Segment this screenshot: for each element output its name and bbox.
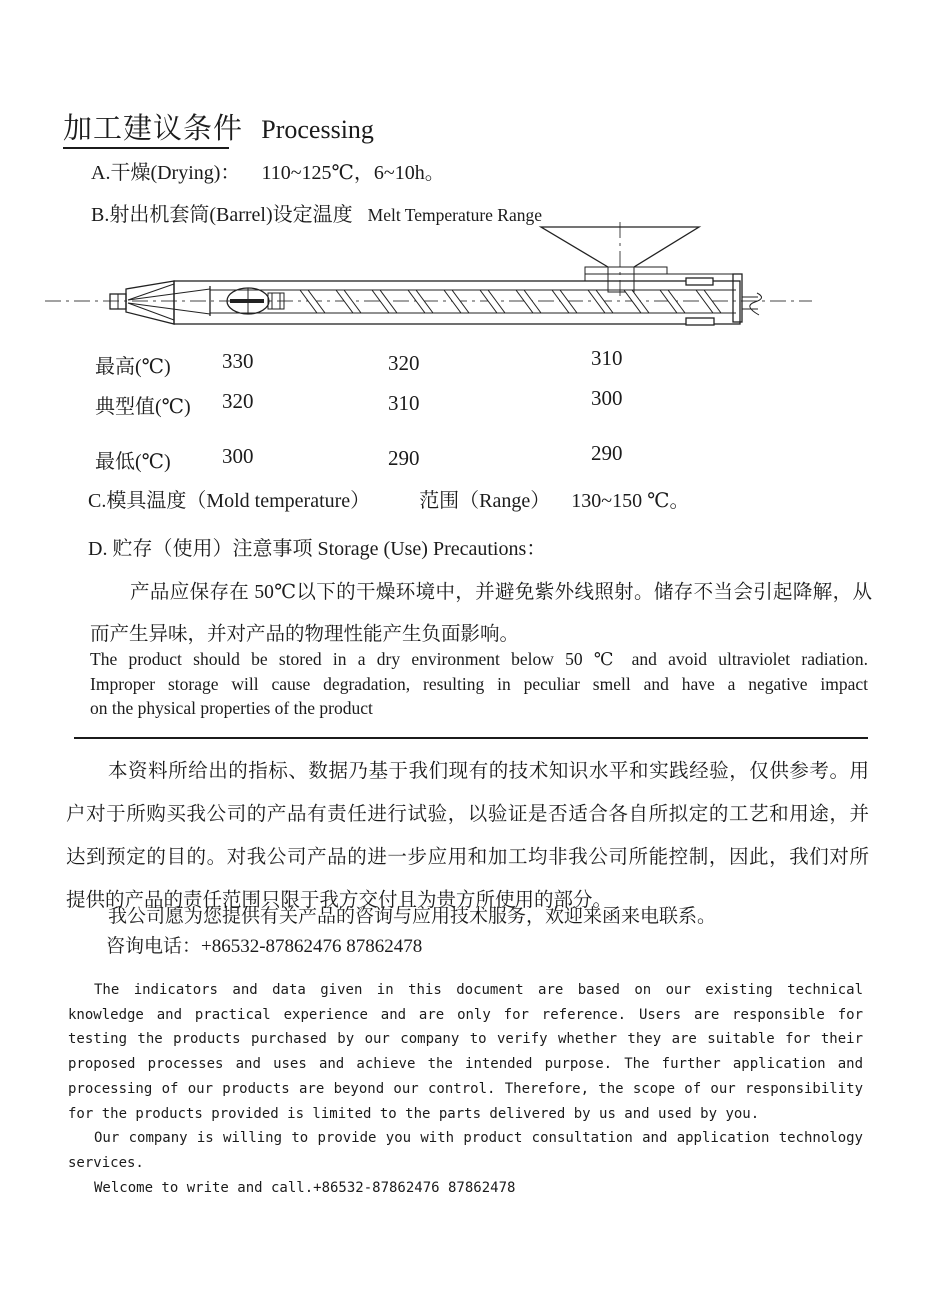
table-cell: 290 <box>388 446 420 470</box>
section-divider <box>74 737 868 739</box>
disclaimer-en-line: for the products provided is limited to the parts delivered by us and used by you. <box>68 1105 760 1122</box>
disclaimer-en-line: Welcome to write and call.+86532-87862476 87862478 <box>94 1179 516 1196</box>
storage-en-line: The product should be stored in a dry environment below 50 ℃ and avoid ultraviolet radiation. <box>90 649 868 669</box>
storage-en-line: on the physical properties of the product <box>90 698 373 718</box>
page-title-cn: 加工建议条件 <box>63 113 244 145</box>
storage-paragraph-en <box>90 647 868 721</box>
table-cell: 310 <box>591 346 623 370</box>
disclaimer-en-line: testing the products purchased by our company to verify whether they are suitable for their <box>68 1031 863 1048</box>
disclaimer-paragraph-cn <box>66 750 869 922</box>
section-b-label-cn: B.射出机套筒(Barrel)设定温度 <box>91 204 353 226</box>
section-a-value: 110~125℃，6~10h。 <box>261 162 445 184</box>
disclaimer-en-line: knowledge and practical experience and are only for reference. Users are responsible for <box>68 1006 863 1023</box>
storage-paragraph-cn <box>90 572 872 656</box>
table-cell: 330 <box>222 349 254 373</box>
section-d-label: D. 贮存（使用）注意事项 Storage (Use) Precautions： <box>88 538 547 560</box>
disclaimer-paragraph-en <box>68 978 863 1200</box>
section-c-range-label: 范围（Range） <box>419 490 551 512</box>
section-c-label: C.模具温度（Mold temperature） <box>88 490 371 512</box>
disclaimer-cn-line: 提供的产品的责任范围只限于我方交付且为贵方所使用的部分。 <box>66 890 613 911</box>
nozzle-cone-line <box>128 289 210 300</box>
nozzle-cone-line <box>128 284 174 300</box>
table-row-label: 典型值(℃) <box>95 396 191 418</box>
storage-cn-line: 产品应保存在 50℃以下的干燥环境中，并避免紫外线照射。储存不当会引起降解，从 <box>130 582 872 603</box>
disclaimer-en-line: proposed processes and uses and achieve the intended purpose. The further application and <box>68 1056 863 1073</box>
disclaimer-cn-line: 本资料所给出的指标、数据乃基于我们现有的技术知识水平和实践经验，仅供参考。用 <box>108 761 869 782</box>
nozzle-cone-line <box>128 303 174 320</box>
hopper-mount-plate <box>585 267 667 274</box>
table-cell: 300 <box>591 386 623 410</box>
storage-cn-line: 而产生异味，并对产品的物理性能产生负面影响。 <box>90 624 520 645</box>
page-title-en: Processing <box>261 115 374 144</box>
section-c-line <box>88 489 689 513</box>
table-cell: 300 <box>222 444 254 468</box>
section-b-label-en: Melt Temperature Range <box>367 205 542 225</box>
disclaimer-en-line: Our company is willing to provide you with product consultation and application technology <box>94 1130 863 1147</box>
section-c-range-value: 130~150 ℃。 <box>571 490 690 512</box>
table-row-label: 最高(℃) <box>95 356 171 378</box>
shaft-break-symbol <box>750 293 762 315</box>
title-underline <box>63 147 229 149</box>
hopper-neck <box>608 267 634 292</box>
disclaimer-cn-line: 户对于所购买我公司的产品有责任进行试验，以验证是否适合各自所拟定的工艺和用途，并 <box>66 804 869 825</box>
disclaimer-en-line: services. <box>68 1154 144 1171</box>
barrel-slot-top <box>686 278 713 285</box>
service-line: 我公司愿为您提供有关产品的咨询与应用技术服务，欢迎来函来电联系。 <box>108 906 717 927</box>
page-title <box>63 106 374 147</box>
disclaimer-cn-line: 达到预定的目的。对我公司产品的进一步应用和加工均非我公司所能控制，因此，我们对所 <box>66 847 869 868</box>
table-cell: 320 <box>222 389 254 413</box>
disclaimer-en-line: The indicators and data given in this document are based on our existing technical <box>94 982 863 998</box>
section-a-line <box>91 161 445 185</box>
storage-en-line: Improper storage will cause degradation, resulting in peculiar smell and have a negative impact <box>90 673 868 694</box>
table-cell: 320 <box>388 351 420 375</box>
table-cell: 310 <box>388 391 420 415</box>
phone-line: 咨询电话：+86532-87862476 87862478 <box>106 936 423 957</box>
table-row-label: 最低(℃) <box>95 451 171 473</box>
section-a-label: A.干燥(Drying)： <box>91 162 241 184</box>
injection-barrel-diagram <box>0 216 930 351</box>
table-cell: 290 <box>591 441 623 465</box>
disclaimer-en-line: processing of our products are beyond our control. Therefore, the scope of our responsibility <box>68 1080 863 1097</box>
barrel-slot-bottom <box>686 318 714 325</box>
nozzle-cone-line <box>128 303 210 314</box>
